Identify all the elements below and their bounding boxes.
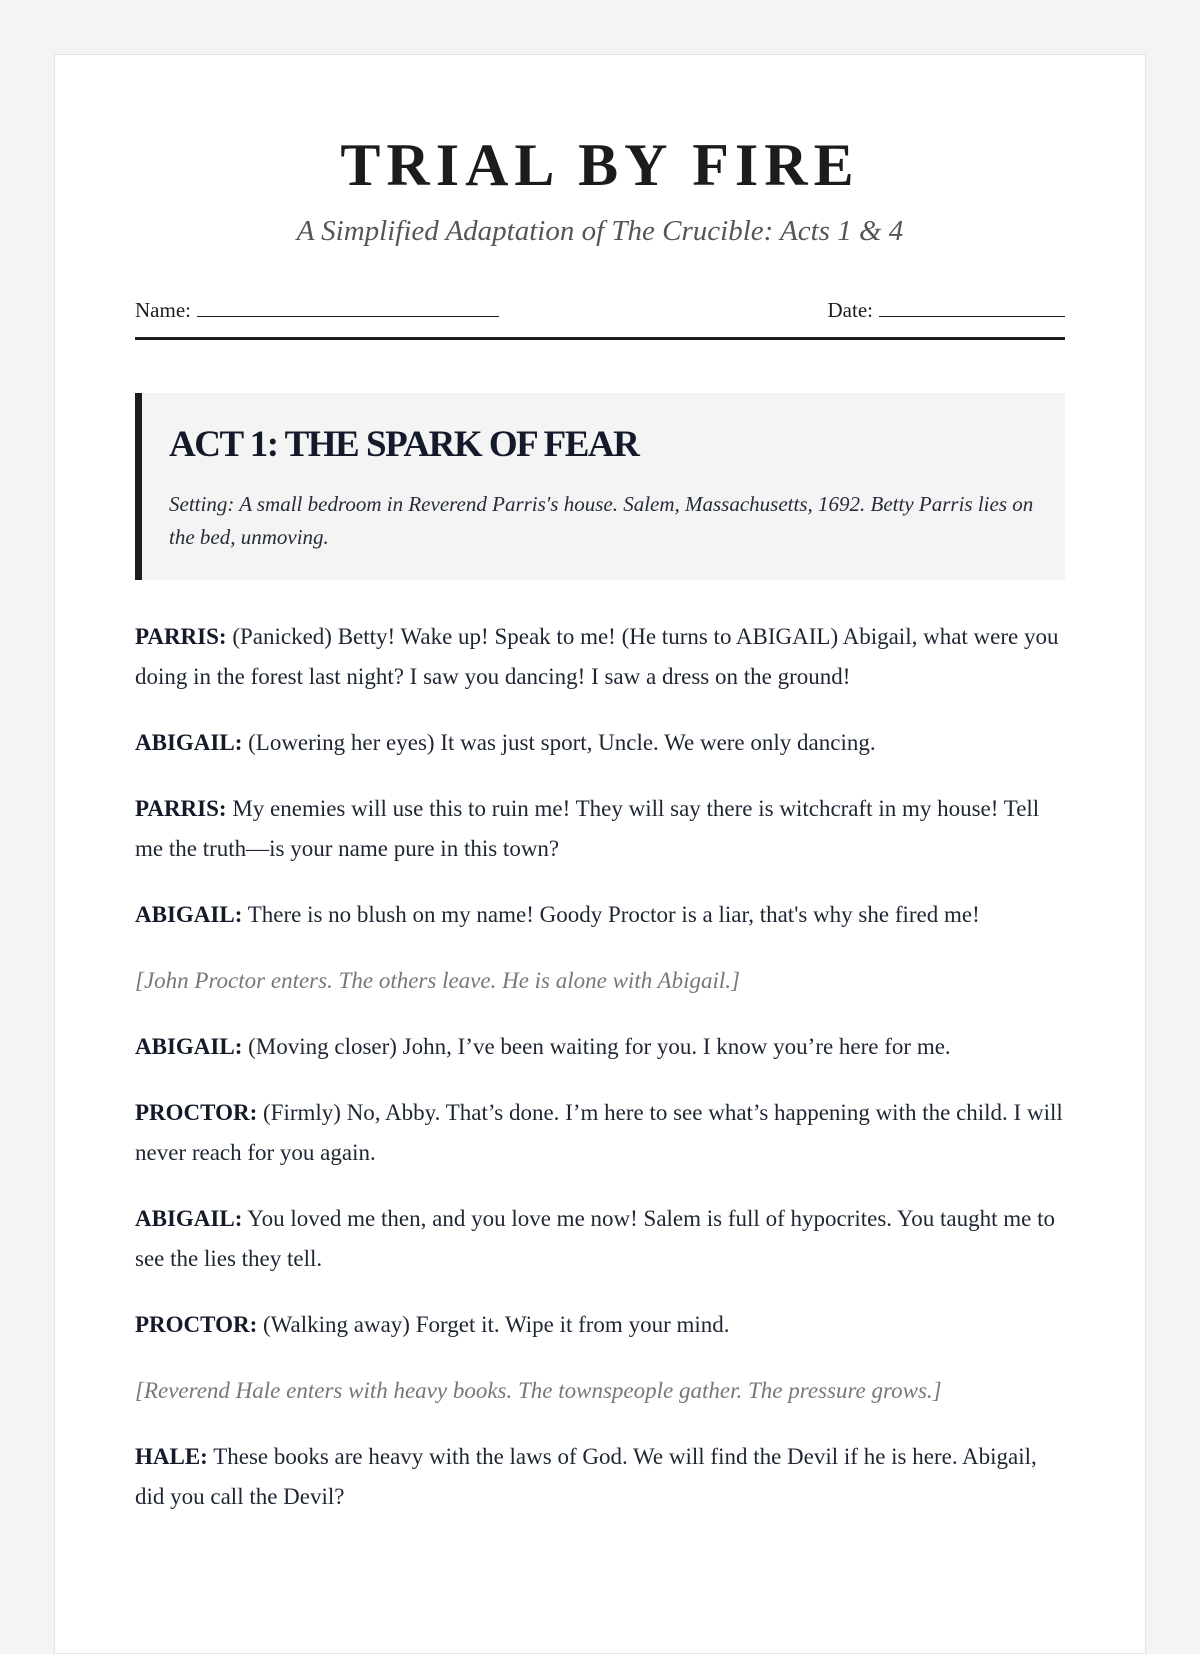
line-text: (Lowering her eyes) It was just sport, Uncle. We were only dancing. [248,729,876,755]
act-1-header-box [135,393,1065,580]
speaker-name: PARRIS: [135,623,227,649]
script-line [135,1305,1065,1345]
speaker-name: PARRIS: [135,795,227,821]
line-text: My enemies will use this to ruin me! They will say there is witchcraft in my house! Tell me the truth—is your name pure in this town? [135,795,1040,861]
line-text: You loved me then, and you love me now! Salem is full of hypocrites. You taught me to see the lies they tell. [135,1205,1055,1271]
speaker-name: HALE: [135,1443,208,1469]
script-body [135,617,1065,1517]
line-text: These books are heavy with the laws of God. We will find the Devil if he is here. Abigail, did you call the Devil? [135,1443,1037,1509]
date-field[interactable] [828,298,1065,323]
act-1-heading: ACT 1: THE SPARK OF FEAR [169,424,639,465]
script-line [135,1437,1065,1517]
line-text: There is no blush on my name! Goody Proctor is a liar, that's why she fired me! [247,901,980,927]
speaker-name: PROCTOR: [135,1311,258,1337]
name-label: Name: [135,298,191,322]
speaker-name: ABIGAIL: [135,1205,243,1231]
speaker-name: ABIGAIL: [135,729,243,755]
script-line [135,895,1065,935]
script-line [135,1027,1065,1067]
script-line [135,789,1065,869]
line-text: (Moving closer) John, I’ve been waiting for you. I know you’re here for me. [248,1033,951,1059]
stage-direction: [John Proctor enters. The others leave. He is alone with Abigail.] [135,967,740,993]
date-blank-line[interactable] [879,298,1065,317]
speaker-name: PROCTOR: [135,1099,258,1125]
line-text: (Firmly) No, Abby. That’s done. I’m here to see what’s happening with the child. I will never reach for you again. [135,1099,1063,1165]
act-1-setting: Setting: A small bedroom in Reverend Parris's house. Salem, Massachusetts, 1692. Betty Parris lies on the bed, unmoving. [169,491,1034,549]
stage-direction: [Reverend Hale enters with heavy books. The townspeople gather. The pressure grows.] [135,1377,942,1403]
name-field[interactable] [135,298,499,323]
script-line [135,1199,1065,1279]
line-text: (Walking away) Forget it. Wipe it from your mind. [263,1311,730,1337]
date-label: Date: [827,298,873,322]
script-line [135,723,1065,763]
speaker-name: ABIGAIL: [135,1033,243,1059]
page-subtitle: A Simplified Adaptation of The Crucible: Acts 1 & 4 [296,215,904,247]
script-line [135,1093,1065,1173]
name-blank-line[interactable] [197,298,499,317]
speaker-name: ABIGAIL: [135,901,243,927]
worksheet-page [54,54,1146,1654]
page-title: TRIAL BY FIRE [340,132,860,198]
header-divider [135,337,1065,340]
line-text: (Panicked) Betty! Wake up! Speak to me! (He turns to ABIGAIL) Abigail, what were you doing in the forest last night? I saw you dancing! I saw a dress on the ground! [135,623,1059,689]
name-date-fields [135,286,1065,326]
script-line [135,617,1065,697]
